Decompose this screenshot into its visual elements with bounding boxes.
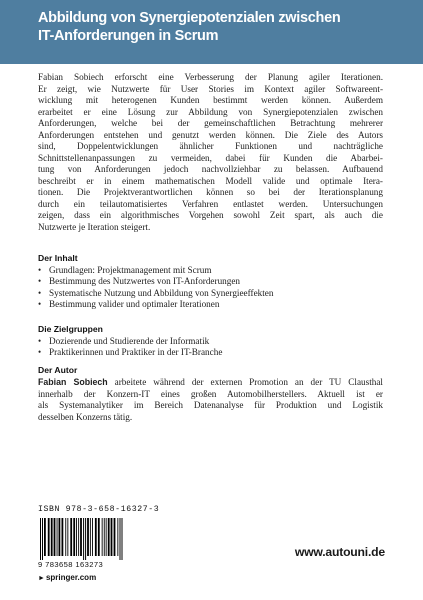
author-bio (38, 377, 383, 423)
blurb-line: durch ein teilautomatisiertes Verfahren entlastet werden. Untersuchungen (38, 198, 383, 209)
publisher-link[interactable] (38, 573, 96, 582)
blurb-line: tionen. Die Projektverantwortlichen können so bei der Iterationsplanung (38, 187, 383, 197)
list-item: • Bestimmung valider und optimaler Iterationen (38, 299, 383, 310)
header-band (0, 0, 423, 64)
barcode-digits: 9 783658 163273 (38, 560, 104, 569)
list-item: • Grundlagen: Projektmanagement mit Scrum (38, 265, 383, 276)
blurb-line: wicklung mit heterogenen Kunden bestimmt werden können. Außerdem (38, 95, 383, 105)
book-title-line-1: Abbildung von Synergiepotenzialen zwischen (38, 10, 341, 26)
author-bio-line (38, 377, 383, 389)
contents-list (38, 265, 383, 311)
author-heading: Der Autor (38, 365, 78, 375)
blurb-line: Anforderungen entstehen und genutzt werden können. Die Ziele des Autors (38, 129, 383, 140)
blurb-line: beschreibt er in einem mathematischen Modell valide und optimale Itera- (38, 175, 383, 186)
list-item: • Bestimmung des Nutzwertes von IT-Anforderungen (38, 276, 383, 287)
blurb-paragraph (38, 72, 383, 233)
audience-list (38, 336, 383, 359)
author-bio-line: desselben Konzerns tätig. (38, 411, 133, 422)
blurb-line: Fabian Sobiech erforscht eine Verbesserung der Planung agiler Iterationen. (38, 72, 383, 82)
website-link[interactable]: www.autouni.de (294, 545, 385, 559)
blurb-line: erarbeitet er eine Lösung zur Abbildung von Synergiepotenzialen zwischen (38, 106, 383, 117)
blurb-line: Anforderungen, welche bei der gemeinschaftlichen Betrachtung mehrerer (38, 118, 383, 128)
isbn-label: ISBN 978-3-658-16327-3 (38, 505, 160, 514)
publisher-label: springer.com (45, 573, 97, 582)
blurb-line: tung von Anforderungen jedoch nachvollziehbar zu belassen. Aufbauend (38, 164, 383, 174)
blurb-line: sind, Doppelentwicklungen ähnlicher Funktionen und nachträgliche (38, 141, 383, 151)
audience-heading: Die Zielgruppen (38, 324, 103, 334)
blurb-line: Schnittstellenanpassungen zu vermeiden, dabei für Kunden die Abarbei- (38, 152, 383, 163)
author-bio-line: innerhalb der Konzern-IT eines großen Automobilherstellers. Aktuell ist er (38, 388, 383, 399)
list-item: • Systematische Nutzung und Abbildung von Synergieeffekten (38, 288, 383, 299)
blurb-line: Nutzwerte je Iteration steigert. (38, 221, 151, 232)
book-title-line-2: IT-Anforderungen in Scrum (38, 28, 219, 44)
list-item: • Dozierende und Studierende der Informatik (38, 336, 383, 347)
springer-arrow-icon: ► (38, 575, 45, 582)
blurb-line: Er zeigt, wie Nutzwerte für User Stories im Kontext agiler Softwareent- (38, 83, 383, 94)
author-name: Fabian Sobiech (38, 377, 108, 387)
book-title (38, 9, 388, 45)
author-bio-line: als Systemanalytiker im Bereich Datenanalyse für Produktion und Logistik (38, 400, 383, 410)
author-bio-line-rest: arbeitete während der externen Promotion an der TU Clausthal (107, 377, 383, 387)
contents-heading: Der Inhalt (38, 253, 78, 263)
list-item: • Praktikerinnen und Praktiker in der IT-Branche (38, 347, 383, 358)
blurb-line: zeigen, dass ein algorithmisches Vorgehen sowohl Zeit spart, als auch die (38, 210, 383, 220)
barcode-icon (38, 518, 146, 560)
